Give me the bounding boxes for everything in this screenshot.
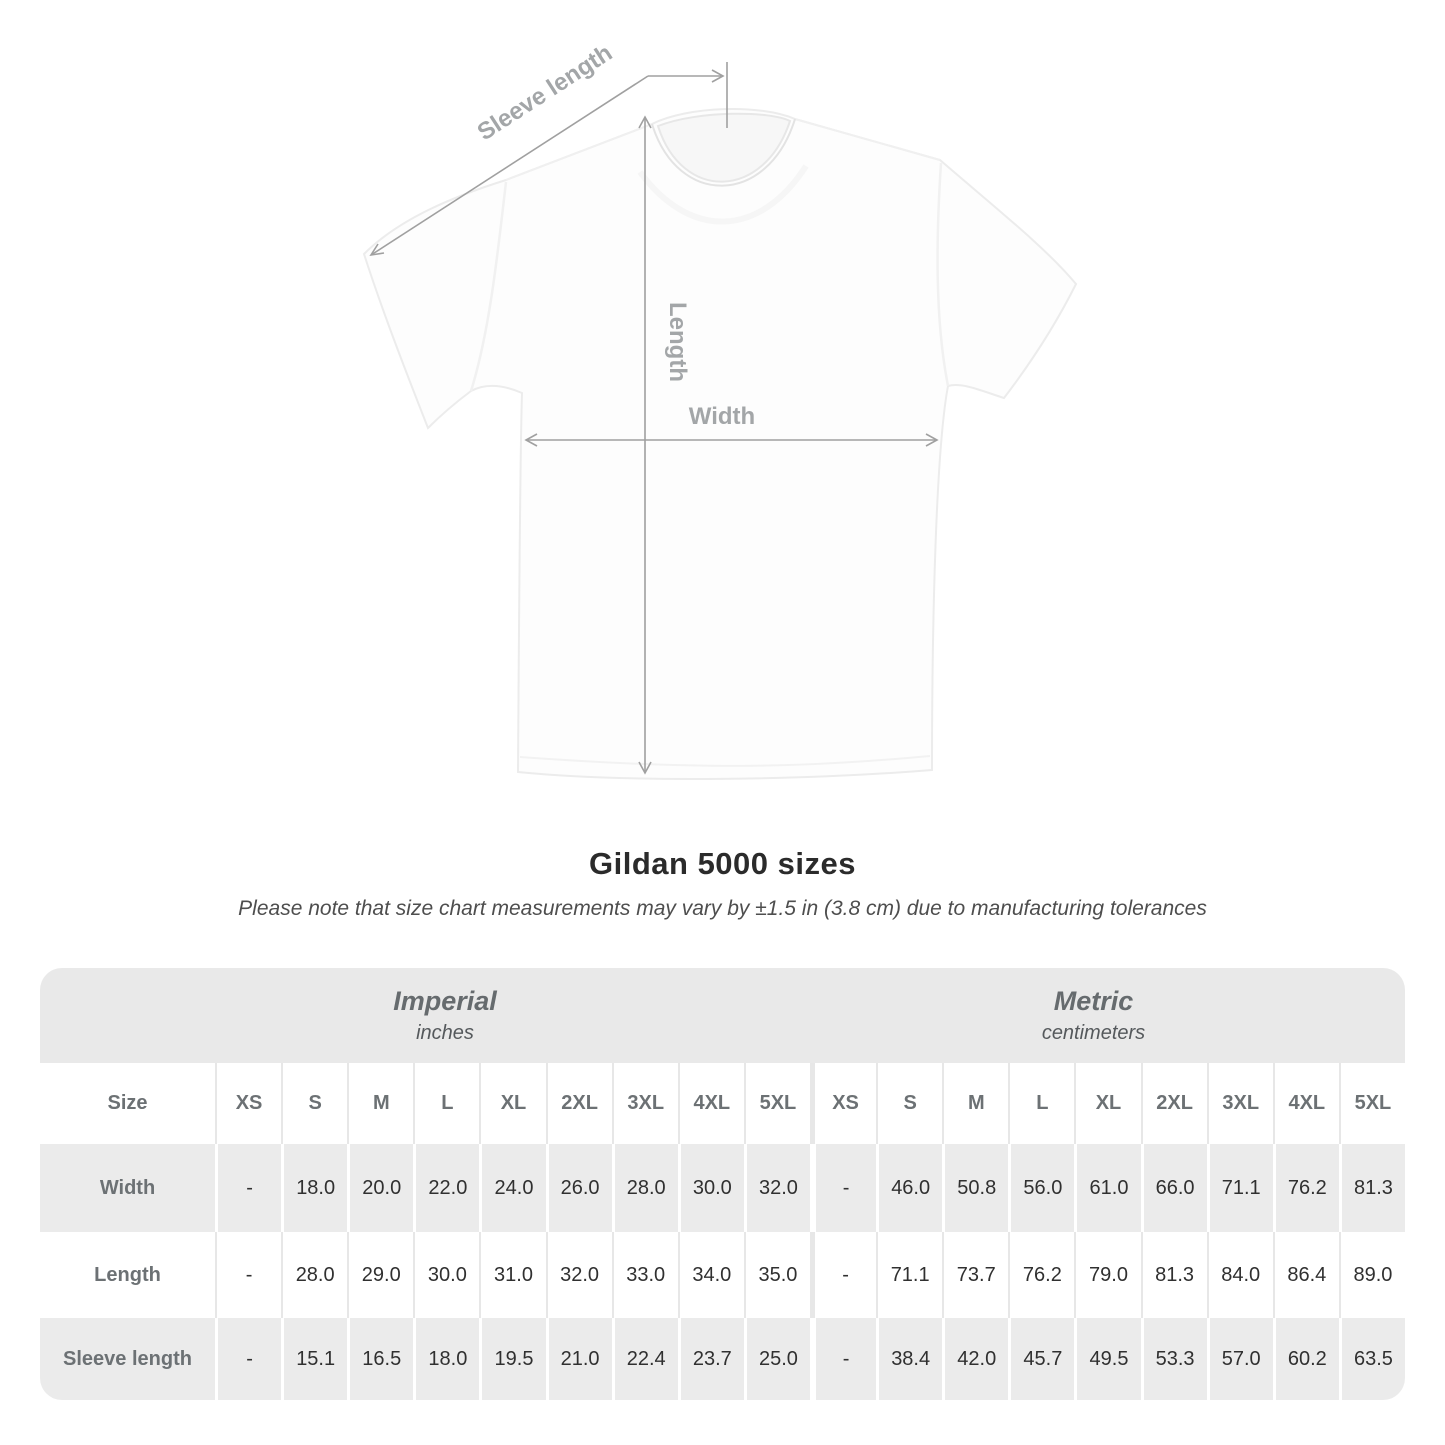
size-corner-label: Size [107,1092,148,1114]
table-cell: 45.7 [1008,1318,1074,1400]
metric-unit: centimeters [1041,1022,1146,1044]
size-header-cell: M [347,1063,413,1144]
table-cell: - [810,1232,876,1318]
size-header-row [40,1063,1405,1144]
metric-header [810,968,1405,1063]
size-header-cell: 5XL [744,1063,810,1144]
table-cell: 79.0 [1074,1232,1140,1318]
size-chart-table [40,968,1405,1400]
table-cell: 20.0 [347,1144,413,1232]
unit-header-band [40,968,1405,1063]
table-cell: 50.8 [942,1144,1008,1232]
table-cell: 24.0 [479,1144,545,1232]
table-cell: 56.0 [1008,1144,1074,1232]
table-cell: 32.0 [744,1144,810,1232]
table-cell: 22.4 [612,1318,678,1400]
page-title: Gildan 5000 sizes [589,846,856,881]
table-cell: 63.5 [1339,1318,1405,1400]
table-cell: 66.0 [1141,1144,1207,1232]
size-header-cell: XS [215,1063,281,1144]
table-cell: 18.0 [281,1144,347,1232]
table-cell: - [810,1318,876,1400]
size-header-cell: S [281,1063,347,1144]
size-header-cell: 2XL [1141,1063,1207,1144]
row-label: Width [99,1176,156,1199]
size-header-cell: 4XL [678,1063,744,1144]
table-cell: 29.0 [347,1232,413,1318]
table-cell: 57.0 [1207,1318,1273,1400]
size-header-cell: XL [479,1063,545,1144]
table-cell: 23.7 [678,1318,744,1400]
table-cell: 30.0 [413,1232,479,1318]
table-cell: 89.0 [1339,1232,1405,1318]
table-cell: - [215,1318,281,1400]
table-cell: 34.0 [678,1232,744,1318]
table-cell: 35.0 [744,1232,810,1318]
table-cell: 46.0 [876,1144,942,1232]
table-cell: 21.0 [546,1318,612,1400]
table-cell: 18.0 [413,1318,479,1400]
table-cell: 32.0 [546,1232,612,1318]
imperial-unit: inches [416,1022,474,1044]
table-cell: 30.0 [678,1144,744,1232]
length-label: Length [664,302,691,382]
table-cell: 16.5 [347,1318,413,1400]
table-cell: 42.0 [942,1318,1008,1400]
table-cell: 76.2 [1008,1232,1074,1318]
imperial-title: Imperial [393,986,497,1016]
table-cell: 53.3 [1141,1318,1207,1400]
table-cell: 71.1 [876,1232,942,1318]
row-label: Length [94,1263,161,1286]
table-cell: - [215,1144,281,1232]
size-header-cell: 2XL [546,1063,612,1144]
table-cell: 49.5 [1074,1318,1140,1400]
tshirt-image [364,109,1076,779]
length-row [40,1232,1405,1318]
table-cell: 15.1 [281,1318,347,1400]
table-cell: 26.0 [546,1144,612,1232]
width-label: Width [688,403,756,430]
table-cell: 86.4 [1273,1232,1339,1318]
size-header-cell: S [876,1063,942,1144]
sleeve-length-row [40,1318,1405,1400]
size-header-cell: M [942,1063,1008,1144]
table-cell: 81.3 [1339,1144,1405,1232]
table-cell: 19.5 [479,1318,545,1400]
tolerance-note: Please note that size chart measurements may vary by ±1.5 in (3.8 cm) due to manufacturing tolerances [238,897,1207,920]
size-header-cell: 3XL [1207,1063,1273,1144]
metric-title: Metric [1053,986,1134,1016]
table-cell: 38.4 [876,1318,942,1400]
table-cell: 60.2 [1273,1318,1339,1400]
size-header-cell: 3XL [612,1063,678,1144]
size-header-cell: L [1008,1063,1074,1144]
table-cell: 28.0 [612,1144,678,1232]
table-cell: 73.7 [942,1232,1008,1318]
table-cell: 84.0 [1207,1232,1273,1318]
table-cell: 81.3 [1141,1232,1207,1318]
size-header-cell: XL [1074,1063,1140,1144]
table-cell: 31.0 [479,1232,545,1318]
size-header-cell: L [413,1063,479,1144]
sleeve-length-label: Sleeve length [472,39,618,147]
width-row [40,1144,1405,1232]
table-cell: 22.0 [413,1144,479,1232]
table-cell: 28.0 [281,1232,347,1318]
table-cell: 76.2 [1273,1144,1339,1232]
table-cell: 61.0 [1074,1144,1140,1232]
table-cell: - [215,1232,281,1318]
table-cell: 33.0 [612,1232,678,1318]
imperial-header [40,968,810,1063]
size-header-cell: 4XL [1273,1063,1339,1144]
table-cell: - [810,1144,876,1232]
size-header-cell: XS [810,1063,876,1144]
table-cell: 25.0 [744,1318,810,1400]
size-header-cell: 5XL [1339,1063,1405,1144]
row-label: Sleeve length [63,1347,192,1370]
table-cell: 71.1 [1207,1144,1273,1232]
